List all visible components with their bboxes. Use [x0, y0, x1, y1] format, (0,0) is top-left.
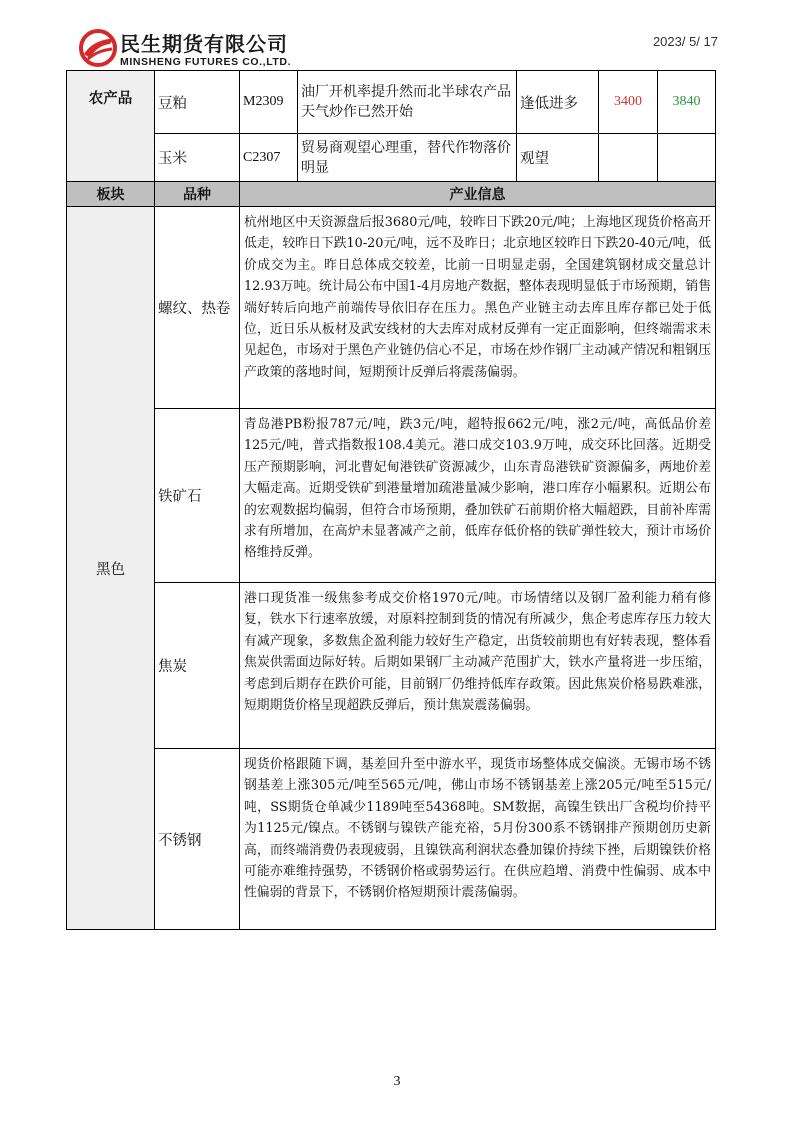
sector-cell-agri: 农产品	[67, 71, 155, 182]
variety-cell: 玉米	[155, 134, 240, 182]
company-logo	[78, 22, 318, 72]
view-cell: 油厂开机率提升然而北半球农产品天气炒作已然开始	[298, 71, 517, 134]
report-date: 2023/ 5/ 17	[652, 34, 718, 49]
page-header	[0, 0, 794, 70]
header-info: 产业信息	[240, 182, 716, 207]
industry-info-table	[66, 181, 716, 930]
table-row	[67, 207, 716, 409]
variety-cell: 不锈钢	[155, 749, 240, 930]
price-low-cell: 3400	[599, 71, 658, 134]
variety-cell: 螺纹、热卷	[155, 207, 240, 409]
info-cell: 现货价格跟随下调，基差回升至中游水平，现货市场整体成交偏淡。无锡市场不锈钢基差上涨305元/吨至565元/吨，佛山市场不锈钢基差上涨205元/吨至515元/吨，SS期货仓单减少1189吨至54368吨。SM数据，高镍生铁出厂含税均价持平为1125元/镍点。不锈钢与镍铁产能充裕，5月份300系不锈钢排产预期创历史新高，而终端消费仍表现疲弱，且镍铁高利润状态叠加镍价持续下挫，后期镍铁价格可能亦难维持强势，不锈钢价格或弱势运行。在供应趋增、消费中性偏弱、成本中性偏弱的背景下，不锈钢价格短期预计震荡偏弱。	[240, 749, 716, 930]
table-row	[67, 583, 716, 749]
contract-code-cell: C2307	[240, 134, 298, 182]
header-variety: 品种	[155, 182, 240, 207]
company-name-en: MINSHENG FUTURES CO.,LTD.	[120, 56, 292, 68]
table-row	[67, 71, 716, 134]
page-number: 3	[393, 1074, 401, 1089]
sector-cell-black: 黑色	[67, 207, 155, 930]
info-cell: 青岛港PB粉报787元/吨，跌3元/吨，超特报662元/吨，涨2元/吨，高低品价差125元/吨，普式指数报108.4美元。港口成交103.9万吨，成交环比回落。近期受压产预期影响，河北曹妃甸港铁矿资源减少，山东青岛港铁矿资源偏多，两地价差大幅走高。近期受铁矿到港量增加疏港量减少影响，港口库存小幅累积。近期公布的宏观数据均偏弱，但符合市场预期，叠加铁矿石前期价格大幅超跌，目前补库需求有所增加，在高炉未显著减产之前，低库存低价格的铁矿弹性较大，预计市场价格维持反弹。	[240, 409, 716, 583]
strategy-cell: 观望	[517, 134, 599, 182]
header-sector: 板块	[67, 182, 155, 207]
info-cell: 杭州地区中天资源盘后报3680元/吨，较昨日下跌20元/吨；上海地区现货价格高开低走，较昨日下跌10-20元/吨，远不及昨日；北京地区较昨日下跌20-40元/吨，低价成交为主。昨日总体成交较差，比前一日明显走弱，全国建筑钢材成交量总计12.93万吨。统计局公布中国1-4月房地产数据，整体表现明显低于市场预期，销售端好转后向地产前端传导依旧存在压力。黑色产业链主动去库且库存都已处于低位，近日乐从板材及武安线材的大去库对成材反弹有一定正面影响，但终端需求未见起色，市场对于黑色产业链仍信心不足，市场在炒作钢厂主动减产情况和粗钢压产政策的落地时间，短期预计反弹后将震荡偏弱。	[240, 207, 716, 409]
price-low-cell	[599, 134, 658, 182]
table-row	[67, 134, 716, 182]
variety-cell: 豆粕	[155, 71, 240, 134]
company-name-cn: 民生期货有限公司	[120, 32, 288, 56]
table-header-row	[67, 182, 716, 207]
minsheng-logo-icon	[78, 28, 118, 68]
agri-strategy-table	[66, 70, 716, 182]
price-high-cell	[658, 134, 716, 182]
contract-code-cell: M2309	[240, 71, 298, 134]
table-row	[67, 749, 716, 930]
variety-cell: 铁矿石	[155, 409, 240, 583]
price-high-cell: 3840	[658, 71, 716, 134]
variety-cell: 焦炭	[155, 583, 240, 749]
info-cell: 港口现货准一级焦参考成交价格1970元/吨。市场情绪以及钢厂盈利能力稍有修复，铁水下行速率放缓，对原料控制到货的情况有所减少，焦企考虑库存压力较大有减产现象，多数焦企盈利能力较好生产稳定，出货较前期也有好转表现，整体看焦炭供需面边际好转。后期如果钢厂主动减产范围扩大，铁水产量将进一步压缩，考虑到后期存在跌价可能，目前钢厂仍维持低库存政策。因此焦炭价格易跌难涨，短期期货价格呈现超跌反弹后，预计焦炭震荡偏弱。	[240, 583, 716, 749]
table-row	[67, 409, 716, 583]
strategy-cell: 逢低进多	[517, 71, 599, 134]
view-cell: 贸易商观望心理重，替代作物落价明显	[298, 134, 517, 182]
